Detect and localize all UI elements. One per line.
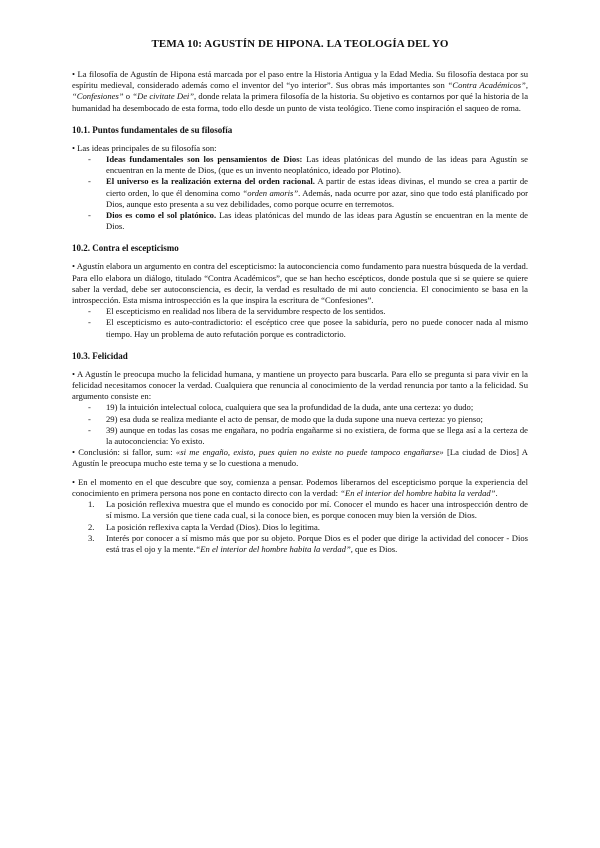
item-number: 3. xyxy=(88,532,95,543)
numbered-item xyxy=(88,499,528,521)
work-confesiones: “Confesiones” xyxy=(72,91,124,102)
document-title: TEMA 10: AGUSTÍN DE HIPONA. LA TEOLOGÍA DEL YO xyxy=(151,38,449,50)
conclusion-paragraph xyxy=(72,447,528,469)
section-3-paragraph-2 xyxy=(72,477,528,499)
paragraph-quote: “En el interior del hombre habita la verdad” xyxy=(340,487,496,498)
numbered-item xyxy=(88,521,528,533)
section-heading-10-1: 10.1. Puntos fundamentales de su filosofía xyxy=(72,124,233,135)
list-item: - El escepticismo es auto-contradictorio: el escéptico cree que posee la sabiduría, pero no puede conocer nada al mismo tiempo. Hay un problema de auto refutación porque es contradictorio. xyxy=(106,317,528,339)
work-de-civitate-dei: “De civitate Dei” xyxy=(132,91,195,102)
conclusion-text-a: • Conclusión: si fallor, sum: xyxy=(72,447,176,458)
section-3-list xyxy=(72,402,528,447)
item-quote: “En el interior del hombre habita la verdad” xyxy=(195,543,351,554)
intro-sep-2: o xyxy=(123,91,133,102)
list-item xyxy=(106,176,528,210)
intro-sep-1: , xyxy=(525,80,528,91)
list-item-text: Las ideas platónicas del mundo de las ideas para Agustín se encuentran en la mente de Dios, (que es un invento neoplatónico, ideado por Plotino). xyxy=(106,154,528,176)
list-item: - 19) la intuición intelectual coloca, cualquiera que sea la profundidad de la duda, ante una certeza: yo dudo; xyxy=(106,402,528,413)
item-text: La posición reflexiva muestra que el mundo es conocido por mí. Conocer el mundo es hacer una introspección dentro de sí mismo. La versión que tiene cada cual, si la conoce bien, es porque conocen muy bien la versión de Dios. xyxy=(106,499,528,521)
conclusion-quote: «si me engaño, existo, pues quien no existe no puede tampoco engañarse» xyxy=(175,447,444,458)
section-1-list xyxy=(72,154,528,232)
paragraph-text-a: • En el momento en el que descubre que soy, comienza a pensar. Podemos liberarnos del escepticismo porque la experiencia del conocimiento en primera persona nos pone en contacto directo con la verdad: xyxy=(72,476,528,498)
section-heading-10-2: 10.2. Contra el escepticismo xyxy=(72,243,179,254)
section-2-list xyxy=(72,306,528,340)
list-item: - El escepticismo en realidad nos libera de la servidumbre respecto de los sentidos. xyxy=(106,306,528,317)
item-text: , que es Dios. xyxy=(350,543,398,554)
work-contra-academicos: “Contra Académicos” xyxy=(447,80,526,91)
item-text: La posición reflexiva capta la Verdad (Dios). Dios lo legitima. xyxy=(106,521,320,532)
item-number: 1. xyxy=(88,499,95,510)
item-text: Interés por conocer a sí mismo más que por su objeto. Porque Dios es el poder que dirige la actividad del conocer - Dios está tras el ojo y la mente. xyxy=(106,532,528,554)
numbered-list xyxy=(72,499,528,555)
numbered-item xyxy=(88,532,528,555)
intro-text-b: , donde relata la primera filosofía de la historia. Su objetivo es contarnos por qué la historia de la humanidad ha desembocado de esta forma, todo ello desde un punto de vista teológico. Tiene como inspiración el saqueo de roma. xyxy=(72,91,529,113)
list-item-bold: Ideas fundamentales son los pensamientos de Dios: xyxy=(106,154,303,165)
document-page xyxy=(72,30,528,555)
paragraph-text-b: . xyxy=(495,487,498,498)
list-item-text: A partir de estas ideas divinas, el mundo se crea a partir de cierto orden, lo que él denomina como xyxy=(106,176,528,198)
list-item-bold: Dios es como el sol platónico. xyxy=(106,210,217,221)
list-item xyxy=(106,210,528,232)
conclusion-text-b: [La ciudad de Dios] A Agustín le preocupa mucho este tema y se lo cuestiona a menudo. xyxy=(72,447,529,469)
orden-amoris-term: “orden amoris” xyxy=(242,187,299,198)
list-item: - 39) aunque en todas las cosas me engañara, no podría engañarme si no existiera, de forma que se llega así a la certeza de la autoconciencia: Yo existo. xyxy=(106,425,528,447)
intro-text-a: • La filosofía de Agustín de Hipona está marcada por el paso entre la Historia Antigua y la Edad Media. Su filosofía destaca por su espíritu medieval, considerado además como el inventor del “yo interior”. Sus obras más importantes son xyxy=(72,69,528,91)
section-1-lead: • Las ideas principales de su filosofía son: xyxy=(72,142,217,153)
section-heading-10-3: 10.3. Felicidad xyxy=(72,350,128,361)
list-item-text: . Además, nada ocurre por azar, sino que todo está planificado por Dios, aunque esto presenta a su vez debilidades, como porque ocurre en terremotos. xyxy=(106,187,528,209)
intro-paragraph xyxy=(72,69,528,114)
list-item xyxy=(106,154,528,176)
section-2-paragraph: • Agustín elabora un argumento en contra del escepticismo: la autoconciencia como fundamento para nuestra búsqueda de la verdad. Para ello elabora un diálogo, titulado “Contra Académicos”, que se han hecho escépticos, donde postula que si se quiere se quiere saber la verdad, debe ser autoconsciencia, es decir, la verdad es resultado de mi auto conciencia. El conocimiento se basa en la introspección. Esta misma introspección es la que inspira la escritura de “Confesiones”. xyxy=(72,261,528,306)
item-number: 2. xyxy=(88,521,95,532)
section-3-paragraph: • A Agustín le preocupa mucho la felicidad humana, y mantiene un proyecto para buscarla. Para ello se pregunta si para vivir en la felicidad necesitamos conocer la verdad. Cualquiera que renuncia al conocimiento de la verdad renuncia por tanto a la felicidad. Su argumento consiste en: xyxy=(72,368,528,402)
list-item: - 29) esa duda se realiza mediante el acto de pensar, de modo que la duda supone una nueva certeza: yo pienso; xyxy=(106,414,528,425)
list-item-text: Las ideas platónicas del mundo de las ideas para Agustín se encuentran en la mente de Dios. xyxy=(106,210,528,232)
list-item-bold: El universo es la realización externa del orden racional. xyxy=(106,176,315,187)
